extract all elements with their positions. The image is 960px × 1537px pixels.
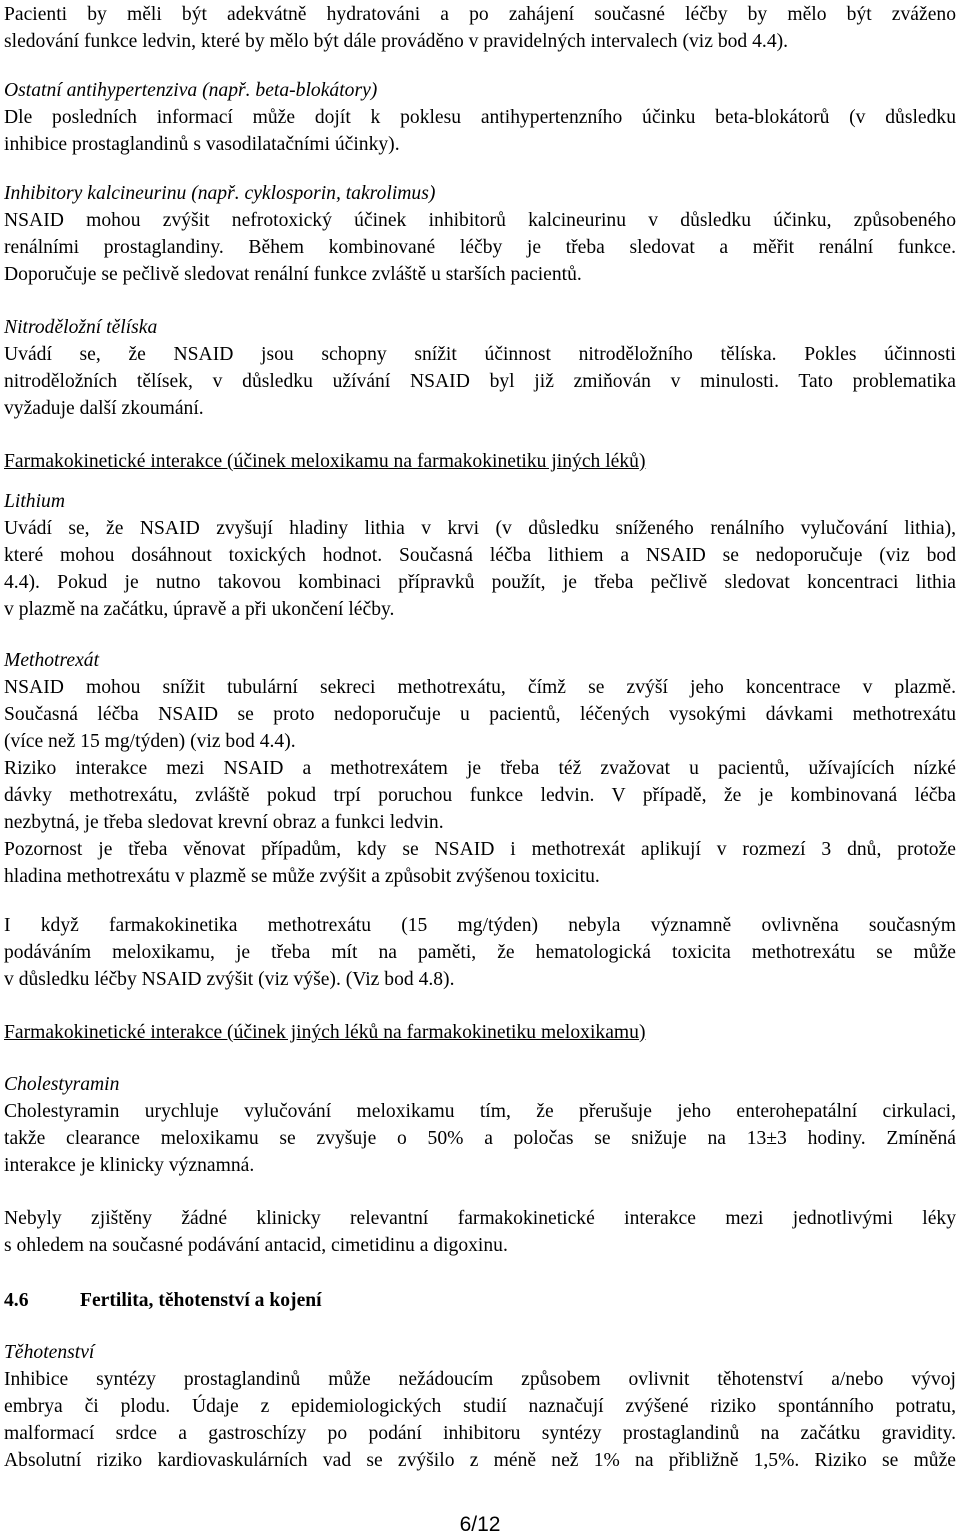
text-line: interakce je klinicky významná.	[4, 1155, 255, 1176]
text-line: podáváním meloxikamu, je třeba mít na paměti, že hematologická toxicita methotrexátu se může	[4, 942, 956, 963]
text-line: Cholestyramin urychluje vylučování meloxikamu tím, že přerušuje jeho enterohepatální cirkulaci,	[4, 1101, 956, 1122]
section-calcineurin-inhibitors	[4, 180, 956, 288]
text-line: Uvádí se, že NSAID zvyšují hladiny lithia v krvi (v důsledku sníženého renálního vylučování lithia),	[4, 518, 956, 539]
text-line: hladina methotrexátu v plazmě se může zvýšit a způsobit zvýšenou toxicitu.	[4, 866, 600, 887]
text-line: Pacienti by měli být adekvátně hydratováni a po zahájení současné léčby by mělo být zváženo	[4, 4, 956, 25]
section-methotrexate	[4, 647, 956, 890]
section-iud	[4, 314, 956, 422]
text-line: nezbytná, je třeba sledovat krevní obraz a funkci ledvin.	[4, 812, 444, 833]
text-line: NSAID mohou zvýšit nefrotoxický účinek inhibitorů kalcineurinu v důsledku účinku, způsobeného	[4, 210, 956, 231]
text-line: Riziko interakce mezi NSAID a methotrexátem je třeba též zvažovat u pacientů, užívajících nízké	[4, 758, 956, 779]
text-line: (více než 15 mg/týden) (viz bod 4.4).	[4, 731, 296, 752]
text-line: sledování funkce ledvin, které by mělo být dále prováděno v pravidelných intervalech (viz bod 4.4).	[4, 31, 789, 52]
heading-pk-others-on-meloxicam	[4, 1019, 956, 1046]
section-title: Methotrexát	[4, 650, 100, 671]
text-line: embrya či plodu. Údaje z epidemiologických studií naznačují zvýšené riziko spontánního potratu,	[4, 1396, 956, 1417]
section-title: Inhibitory kalcineurinu (např. cyklosporin, takrolimus)	[4, 183, 436, 204]
text-line: Nebyly zjištěny žádné klinicky relevantní farmakokinetické interakce mezi jednotlivými léky	[4, 1208, 956, 1229]
section-title: Cholestyramin	[4, 1074, 120, 1095]
page-number: 6/12	[459, 1513, 501, 1536]
section-heading: Fertilita, těhotenství a kojení	[80, 1290, 322, 1311]
text-line: Pozornost je třeba věnovat případům, kdy se NSAID i methotrexát aplikují v rozmezí 3 dnů, protože	[4, 839, 956, 860]
section-title: Těhotenství	[4, 1342, 95, 1363]
text-line: s ohledem na současné podávání antacid, cimetidinu a digoxinu.	[4, 1235, 508, 1256]
section-title: Lithium	[4, 491, 65, 512]
text-line: Doporučuje se pečlivě sledovat renální funkce zvláště u starších pacientů.	[4, 264, 582, 285]
text-line: Inhibice syntézy prostaglandinů může nežádoucím způsobem ovlivnit těhotenství a/nebo vývoj	[4, 1369, 956, 1390]
text-line: vyžaduje další zkoumání.	[4, 398, 204, 419]
section-title: Ostatní antihypertenziva (např. beta-blokátory)	[4, 80, 378, 101]
text-line: v důsledku léčby NSAID zvýšit (viz výše). (Viz bod 4.8).	[4, 969, 455, 990]
section-title: Nitroděložní tělíska	[4, 317, 158, 338]
text-line: Současná léčba NSAID se proto nedoporučuje u pacientů, léčených vysokými dávkami methotrexátu	[4, 704, 956, 725]
text-line: takže clearance meloxikamu se zvyšuje o 50% a poločas se snižuje na 13±3 hodiny. Zmíněná	[4, 1128, 956, 1149]
paragraph-no-interactions	[4, 1205, 956, 1259]
text-line: v plazmě na začátku, úpravě a při ukončení léčby.	[4, 599, 395, 620]
text-line: 4.4). Pokud je nutno takovou kombinaci přípravků použít, je třeba pečlivě sledovat koncentraci lithia	[4, 572, 956, 593]
section-number: 4.6	[4, 1290, 29, 1311]
text-line: které mohou dosáhnout toxických hodnot. Současná léčba lithiem a NSAID se nedoporučuje (viz bod	[4, 545, 956, 566]
text-line: dávky methotrexátu, zvláště pokud trpí poruchou funkce ledvin. V případě, že je kombinovaná léčba	[4, 785, 956, 806]
subsection-heading: Farmakokinetické interakce (účinek meloxikamu na farmakokinetiku jiných léků)	[4, 451, 646, 472]
text-line: malformací srdce a gastroschízy po podání inhibitoru syntézy prostaglandinů na začátku gravidity.	[4, 1423, 956, 1444]
heading-pk-meloxicam-on-others	[4, 448, 956, 475]
subsection-heading: Farmakokinetické interakce (účinek jiných léků na farmakokinetiku meloxikamu)	[4, 1022, 646, 1043]
text-line: I když farmakokinetika methotrexátu (15 mg/týden) nebyla významně ovlivněna současným	[4, 915, 956, 936]
text-line: NSAID mohou snížit tubulární sekreci methotrexátu, čímž se zvýší jeho koncentrace v plazmě.	[4, 677, 956, 698]
text-line: renálními prostaglandiny. Během kombinované léčby je třeba sledovat a měřit renální funkce.	[4, 237, 956, 258]
text-line: nitroděložních tělísek, v důsledku užívání NSAID byl již zmiňován v minulosti. Tato problematika	[4, 371, 956, 392]
text-line: Dle posledních informací může dojít k poklesu antihypertenzního účinku beta-blokátorů (v důsledku	[4, 107, 956, 128]
section-heading-4-6	[4, 1287, 956, 1314]
text-line: Uvádí se, že NSAID jsou schopny snížit účinnost nitroděložního tělíska. Pokles účinnosti	[4, 344, 956, 365]
section-pregnancy	[4, 1339, 956, 1474]
text-line: Absolutní riziko kardiovaskulárních vad se zvýšilo z méně než 1% na přibližně 1,5%. Riziko se může	[4, 1450, 956, 1471]
paragraph-hydration	[4, 1, 956, 55]
section-antihypertensives	[4, 77, 956, 158]
text-line: inhibice prostaglandinů s vasodilatačními účinky).	[4, 134, 400, 155]
section-lithium	[4, 488, 956, 623]
paragraph-methotrexate-pk	[4, 912, 956, 993]
section-cholestyramine	[4, 1071, 956, 1179]
